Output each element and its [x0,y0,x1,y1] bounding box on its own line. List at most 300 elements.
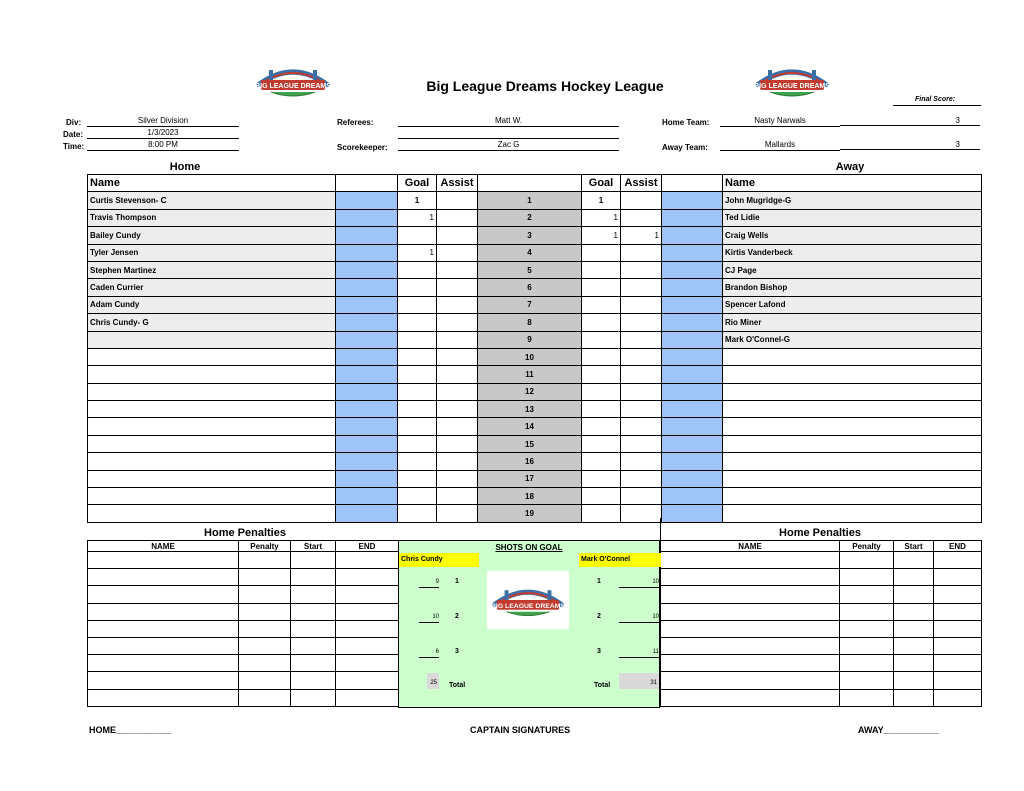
home-assist-cell[interactable] [437,192,478,209]
pen-col-name: NAME [661,541,840,552]
away-player-name[interactable]: Kirtis Vanderbeck [723,244,982,261]
home-goal-cell[interactable] [398,279,437,296]
away-assist-cell[interactable] [621,435,662,452]
time-label: Time: [63,142,85,151]
penalty-row [661,586,982,603]
away-goal-cell[interactable] [582,401,621,418]
penalty-name-cell[interactable] [88,637,239,654]
penalty-end-cell[interactable] [934,586,982,603]
home-goal-cell[interactable]: 1 [398,209,437,226]
penalty-end-cell[interactable] [934,655,982,672]
penalty-name-cell[interactable] [88,603,239,620]
away-blue-cell[interactable] [662,401,723,418]
home-player-name[interactable]: Travis Thompson [88,209,336,226]
away-player-name[interactable] [723,401,982,418]
home-assist-cell[interactable] [437,366,478,383]
home-penalties-title: Home Penalties [204,527,286,539]
home-blue-cell[interactable] [336,366,398,383]
penalty-end-cell[interactable] [336,672,399,689]
home-player-name[interactable] [88,383,336,400]
home-player-name[interactable] [88,418,336,435]
home-player-name[interactable]: Chris Cundy- G [88,314,336,331]
home-assist-cell[interactable] [437,331,478,348]
penalty-type-cell[interactable] [239,552,291,569]
home-blue-cell[interactable] [336,401,398,418]
away-goal-cell[interactable] [582,435,621,452]
home-goal-cell[interactable] [398,261,437,278]
away-assist-cell[interactable] [621,331,662,348]
away-blue-cell[interactable] [662,366,723,383]
home-goal-cell[interactable] [398,453,437,470]
penalty-type-cell[interactable] [239,655,291,672]
home-blue-cell[interactable] [336,488,398,505]
penalty-row [88,552,399,569]
div-value[interactable]: Silver Division [87,116,239,127]
away-player-name[interactable]: CJ Page [723,261,982,278]
away-blue-cell[interactable] [662,279,723,296]
away-assist-cell[interactable] [621,470,662,487]
penalty-start-cell[interactable] [291,552,336,569]
penalty-start-cell[interactable] [291,569,336,586]
away-shots-p3[interactable]: 11 [619,647,659,658]
penalty-end-cell[interactable] [934,620,982,637]
roster-row [88,209,982,226]
home-player-name[interactable] [88,401,336,418]
home-assist-cell[interactable] [437,296,478,313]
penalty-row [661,655,982,672]
penalty-end-cell[interactable] [336,620,399,637]
away-blue-cell[interactable] [662,488,723,505]
away-player-name[interactable] [723,383,982,400]
home-signature[interactable]: HOME___________ [89,725,172,735]
away-blue-cell[interactable] [662,435,723,452]
penalty-start-cell[interactable] [894,603,934,620]
home-score-value[interactable]: 3 [840,116,980,126]
away-period-3: 3 [597,648,601,655]
penalty-type-cell[interactable] [840,569,894,586]
home-player-name[interactable] [88,348,336,365]
away-goal-cell[interactable] [582,505,621,522]
home-assist-cell[interactable] [437,244,478,261]
away-goal-cell[interactable]: 1 [582,209,621,226]
away-player-name[interactable]: Mark O'Connel-G [723,331,982,348]
away-player-name[interactable] [723,453,982,470]
away-player-name[interactable] [723,418,982,435]
penalty-start-cell[interactable] [291,620,336,637]
home-player-name[interactable]: Tyler Jensen [88,244,336,261]
jersey-number: 4 [478,244,582,261]
penalty-type-cell[interactable] [840,586,894,603]
date-value[interactable]: 1/3/2023 [87,128,239,139]
away-signature[interactable]: AWAY___________ [858,725,939,735]
penalty-start-cell[interactable] [894,689,934,706]
away-assist-cell[interactable] [621,348,662,365]
away-blue-cell[interactable] [662,470,723,487]
home-shots-total[interactable]: 25 [427,673,439,689]
roster-row [88,192,982,209]
roster-row [88,227,982,244]
penalty-name-cell[interactable] [88,655,239,672]
away-blue-cell[interactable] [662,192,723,209]
away-goal-cell[interactable]: 1 [582,192,621,209]
home-player-name[interactable] [88,505,336,522]
home-blue-cell[interactable] [336,209,398,226]
roster-row [88,383,982,400]
away-blue-cell[interactable] [662,453,723,470]
final-score-label: Final Score: [915,96,956,103]
penalty-name-cell[interactable] [88,620,239,637]
away-player-name[interactable]: John Mugridge-G [723,192,982,209]
penalty-type-cell[interactable] [239,569,291,586]
away-goal-cell[interactable] [582,383,621,400]
home-goal-cell[interactable] [398,488,437,505]
away-goal-cell[interactable] [582,366,621,383]
divider-line [660,518,661,540]
home-goal-cell[interactable] [398,383,437,400]
home-period-3: 3 [455,648,459,655]
home-assist-header: Assist [437,175,478,192]
away-assist-cell[interactable] [621,314,662,331]
home-assist-cell[interactable] [437,261,478,278]
penalty-name-cell[interactable] [88,552,239,569]
roster-row [88,244,982,261]
home-team-label: Home Team: [662,118,710,127]
away-goal-header: Goal [582,175,621,192]
penalty-name-cell[interactable] [661,620,840,637]
jersey-number: 2 [478,209,582,226]
penalty-start-cell[interactable] [291,689,336,706]
home-player-name[interactable] [88,435,336,452]
home-blue-cell[interactable] [336,453,398,470]
home-blue-cell[interactable] [336,505,398,522]
away-blue-cell[interactable] [662,244,723,261]
away-player-name[interactable] [723,348,982,365]
roster-row [88,331,982,348]
jersey-number: 10 [478,348,582,365]
away-player-name[interactable] [723,488,982,505]
home-goal-cell[interactable] [398,470,437,487]
penalty-start-cell[interactable] [894,672,934,689]
penalty-end-cell[interactable] [336,586,399,603]
roster-row [88,435,982,452]
home-assist-cell[interactable] [437,314,478,331]
home-blue-cell[interactable] [336,261,398,278]
penalty-name-cell[interactable] [661,637,840,654]
home-goal-cell[interactable]: 1 [398,244,437,261]
roster-row [88,279,982,296]
away-goal-cell[interactable] [582,314,621,331]
penalty-name-cell[interactable] [88,569,239,586]
penalty-row [88,689,399,706]
away-score-value[interactable]: 3 [840,140,980,150]
home-goal-cell[interactable] [398,505,437,522]
league-logo-center [487,571,569,629]
time-value[interactable]: 8:00 PM [87,140,239,151]
home-team-value[interactable]: Nasty Narwals [720,116,840,127]
penalty-name-cell[interactable] [661,655,840,672]
penalty-end-cell[interactable] [336,689,399,706]
home-assist-cell[interactable] [437,209,478,226]
away-blue-cell[interactable] [662,261,723,278]
penalty-end-cell[interactable] [934,603,982,620]
home-player-name[interactable]: Curtis Stevenson- C [88,192,336,209]
home-assist-cell[interactable] [437,383,478,400]
home-goal-cell[interactable] [398,401,437,418]
home-assist-cell[interactable] [437,505,478,522]
penalty-name-cell[interactable] [661,552,840,569]
away-goal-cell[interactable] [582,348,621,365]
home-player-name[interactable]: Caden Currier [88,279,336,296]
away-blue-cell[interactable] [662,314,723,331]
away-player-name[interactable]: Brandon Bishop [723,279,982,296]
penalty-row [88,672,399,689]
away-blue-cell[interactable] [662,209,723,226]
roster-row [88,261,982,278]
home-blue-cell[interactable] [336,470,398,487]
penalty-start-cell[interactable] [291,637,336,654]
home-goal-cell[interactable] [398,314,437,331]
away-goal-cell[interactable] [582,296,621,313]
away-shots-p2[interactable]: 10 [619,612,659,623]
penalty-start-cell[interactable] [894,586,934,603]
penalty-start-cell[interactable] [291,603,336,620]
away-blue-cell[interactable] [662,348,723,365]
penalty-row [88,586,399,603]
away-assist-cell[interactable] [621,279,662,296]
home-shots-p3[interactable]: 6 [419,647,439,658]
penalty-start-cell[interactable] [894,637,934,654]
referees-label: Referees: [337,118,374,127]
home-blue-cell[interactable] [336,314,398,331]
home-goal-cell[interactable] [398,418,437,435]
penalty-type-cell[interactable] [840,637,894,654]
pen-col-end: END [934,541,982,552]
home-goal-cell[interactable] [398,435,437,452]
shots-title: SHOTS ON GOAL [495,543,563,552]
away-goal-cell[interactable] [582,470,621,487]
penalty-start-cell[interactable] [894,569,934,586]
penalty-type-cell[interactable] [840,672,894,689]
away-team-value[interactable]: Mallards [720,140,840,151]
home-player-name[interactable]: Stephen Martinez [88,261,336,278]
roster-row [88,296,982,313]
away-assist-cell[interactable] [621,505,662,522]
penalty-row [88,637,399,654]
away-blue-cell[interactable] [662,383,723,400]
away-blue-cell[interactable] [662,296,723,313]
home-player-name[interactable] [88,470,336,487]
away-goal-cell[interactable]: 1 [582,227,621,244]
home-assist-cell[interactable] [437,453,478,470]
roster-row [88,314,982,331]
jersey-number: 1 [478,192,582,209]
away-goal-cell[interactable] [582,453,621,470]
penalty-end-cell[interactable] [336,637,399,654]
home-assist-cell[interactable] [437,470,478,487]
away-goal-cell[interactable] [582,488,621,505]
jersey-number: 17 [478,470,582,487]
penalty-row [661,603,982,620]
penalty-type-cell[interactable] [239,637,291,654]
home-blue-cell[interactable] [336,418,398,435]
away-assist-cell[interactable] [621,244,662,261]
home-blue-cell[interactable] [336,435,398,452]
penalty-name-cell[interactable] [661,672,840,689]
penalty-end-cell[interactable] [336,569,399,586]
pen-col-name: NAME [88,541,239,552]
away-assist-cell[interactable] [621,401,662,418]
home-penalties-table [87,540,399,707]
penalty-start-cell[interactable] [291,586,336,603]
penalty-end-cell[interactable] [934,689,982,706]
final-score-line [893,105,981,106]
penalty-row [88,620,399,637]
away-player-name[interactable]: Spencer Lafond [723,296,982,313]
home-goal-cell[interactable]: 1 [398,192,437,209]
penalty-type-cell[interactable] [239,586,291,603]
home-assist-cell[interactable] [437,418,478,435]
home-player-name[interactable] [88,331,336,348]
jersey-number: 7 [478,296,582,313]
away-blue-cell[interactable] [662,331,723,348]
penalty-type-cell[interactable] [840,689,894,706]
away-assist-cell[interactable] [621,366,662,383]
home-blue-cell[interactable] [336,383,398,400]
penalty-type-cell[interactable] [840,603,894,620]
away-goal-cell[interactable] [582,244,621,261]
away-assist-cell[interactable] [621,418,662,435]
away-player-name[interactable] [723,470,982,487]
penalty-start-cell[interactable] [894,620,934,637]
away-assist-cell[interactable] [621,296,662,313]
penalty-name-cell[interactable] [88,672,239,689]
home-blue-cell[interactable] [336,296,398,313]
home-assist-cell[interactable] [437,348,478,365]
penalty-start-cell[interactable] [291,655,336,672]
penalty-end-cell[interactable] [336,552,399,569]
scorekeeper-value[interactable]: Zac G [398,140,619,151]
away-assist-cell[interactable] [621,209,662,226]
penalty-end-cell[interactable] [934,672,982,689]
away-blue-cell[interactable] [662,505,723,522]
home-blue-cell[interactable] [336,348,398,365]
home-assist-cell[interactable] [437,488,478,505]
penalty-type-cell[interactable] [840,552,894,569]
captain-signatures-label: CAPTAIN SIGNATURES [470,725,571,735]
penalty-name-cell[interactable] [661,603,840,620]
penalty-type-cell[interactable] [840,655,894,672]
penalty-name-cell[interactable] [661,586,840,603]
penalty-end-cell[interactable] [336,603,399,620]
jersey-number: 12 [478,383,582,400]
home-goal-cell[interactable] [398,331,437,348]
penalty-name-cell[interactable] [88,586,239,603]
roster-row [88,470,982,487]
penalty-name-cell[interactable] [661,569,840,586]
away-assist-cell[interactable] [621,261,662,278]
home-total-label: Total [449,682,466,689]
roster-row [88,453,982,470]
home-player-name[interactable] [88,366,336,383]
jersey-number: 13 [478,401,582,418]
away-player-name[interactable] [723,366,982,383]
jersey-number: 3 [478,227,582,244]
away-player-name[interactable]: Craig Wells [723,227,982,244]
away-player-name[interactable] [723,505,982,522]
away-goal-cell[interactable] [582,331,621,348]
penalty-end-cell[interactable] [934,637,982,654]
home-player-name[interactable] [88,488,336,505]
penalty-type-cell[interactable] [239,603,291,620]
penalty-type-cell[interactable] [239,689,291,706]
home-shots-p1[interactable]: 9 [419,577,439,588]
penalty-end-cell[interactable] [336,655,399,672]
home-goal-cell[interactable] [398,348,437,365]
roster-row [88,366,982,383]
home-blue-cell[interactable] [336,279,398,296]
away-shots-p1[interactable]: 10 [619,577,659,588]
jersey-number: 11 [478,366,582,383]
away-assist-cell[interactable] [621,453,662,470]
home-assist-cell[interactable] [437,227,478,244]
penalty-start-cell[interactable] [894,552,934,569]
away-blue-cell[interactable] [662,227,723,244]
away-player-name[interactable]: Rio Miner [723,314,982,331]
home-blue-cell[interactable] [336,244,398,261]
away-player-name[interactable]: Ted Lidie [723,209,982,226]
away-assist-cell[interactable]: 1 [621,227,662,244]
home-assist-cell[interactable] [437,435,478,452]
home-shots-p2[interactable]: 10 [419,612,439,623]
penalty-end-cell[interactable] [934,569,982,586]
away-player-name[interactable] [723,435,982,452]
penalty-end-cell[interactable] [934,552,982,569]
penalty-name-cell[interactable] [661,689,840,706]
date-label: Date: [63,130,84,139]
home-blue-cell[interactable] [336,227,398,244]
away-total-label: Total [594,682,611,689]
home-blue-cell[interactable] [336,331,398,348]
penalty-type-cell[interactable] [840,620,894,637]
home-goal-cell[interactable] [398,227,437,244]
away-name-header: Name [723,175,982,192]
number-header [478,175,582,192]
home-player-name[interactable] [88,453,336,470]
away-goal-cell[interactable] [582,261,621,278]
home-goal-cell[interactable] [398,296,437,313]
penalty-start-cell[interactable] [894,655,934,672]
away-shots-total[interactable]: 31 [619,673,659,689]
home-goal-cell[interactable] [398,366,437,383]
home-assist-cell[interactable] [437,401,478,418]
away-blue-cell[interactable] [662,418,723,435]
referees-value[interactable]: Matt W. [398,116,619,127]
penalty-row [661,552,982,569]
away-assist-cell[interactable] [621,383,662,400]
penalty-type-cell[interactable] [239,672,291,689]
home-player-name[interactable]: Bailey Cundy [88,227,336,244]
away-goal-cell[interactable] [582,279,621,296]
away-assist-cell[interactable] [621,488,662,505]
away-goal-cell[interactable] [582,418,621,435]
penalty-name-cell[interactable] [88,689,239,706]
penalty-start-cell[interactable] [291,672,336,689]
home-blue-cell[interactable] [336,192,398,209]
away-assist-cell[interactable] [621,192,662,209]
home-player-name[interactable]: Adam Cundy [88,296,336,313]
penalty-type-cell[interactable] [239,620,291,637]
home-assist-cell[interactable] [437,279,478,296]
